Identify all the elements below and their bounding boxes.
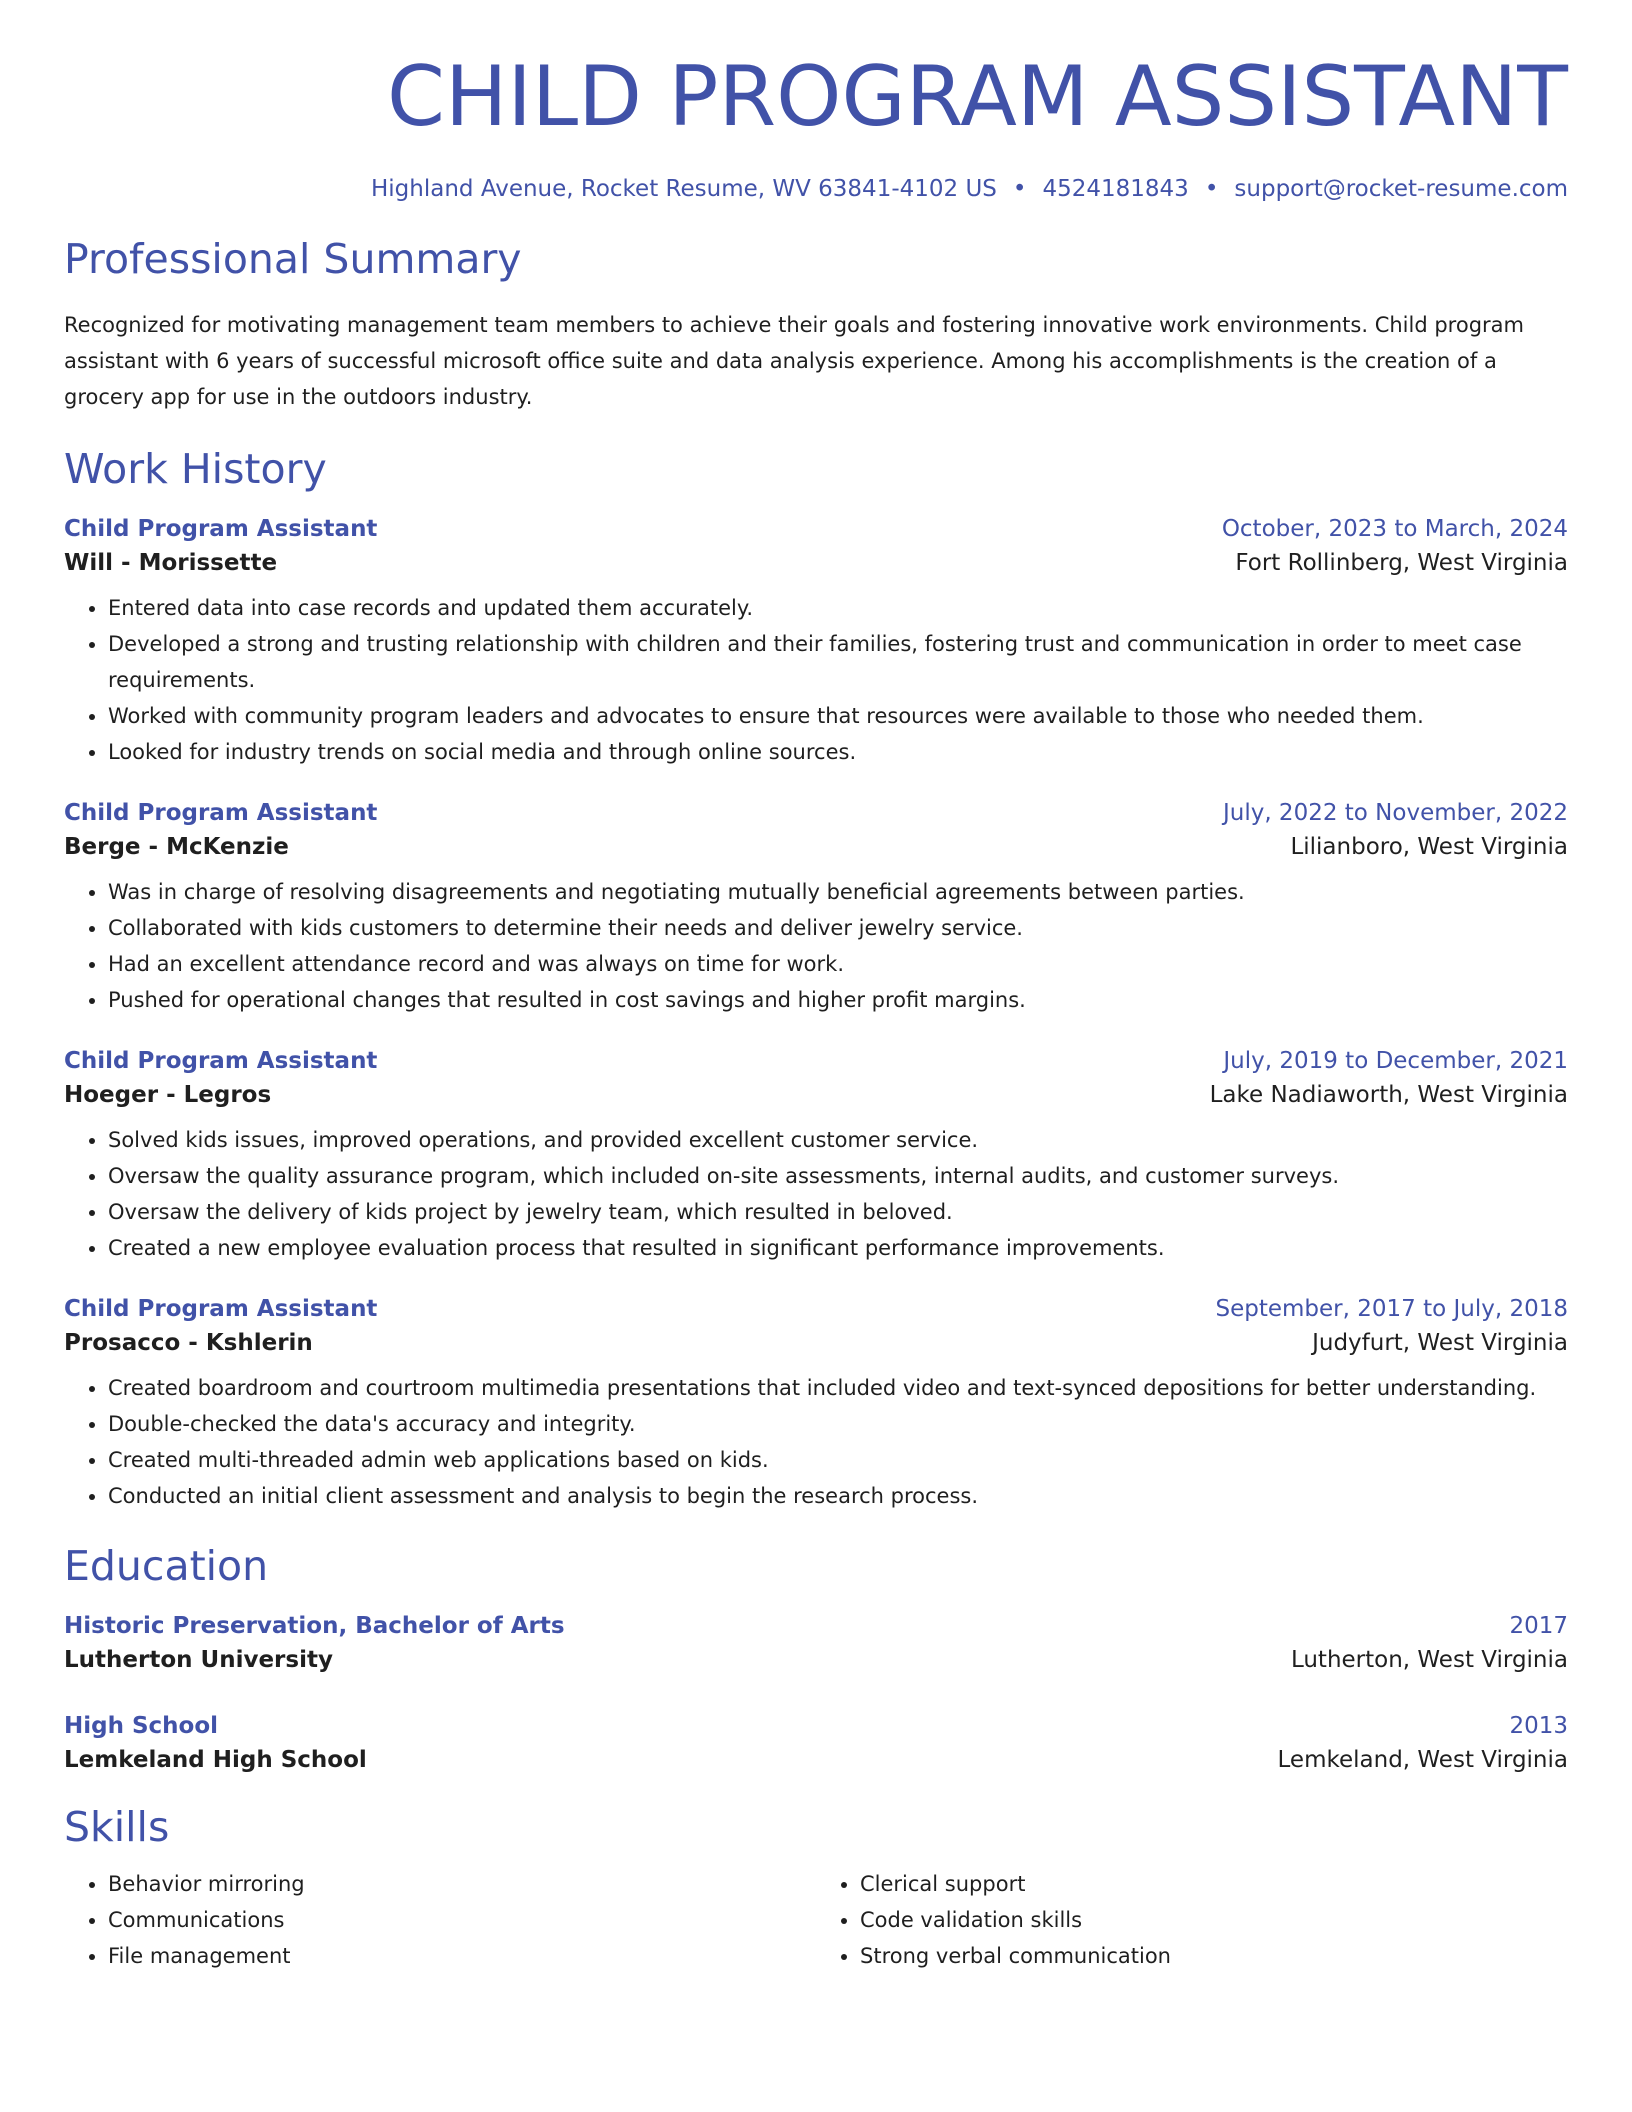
contact-line [64, 178, 1568, 201]
education-degree: High School [64, 1713, 219, 1739]
job-company: Berge - McKenzie [64, 834, 289, 860]
list-item: • Pushed for operational changes that resulted in cost savings and higher profit margins. [108, 982, 1568, 1018]
job-company: Prosacco - Kshlerin [64, 1330, 313, 1356]
list-item: • Had an excellent attendance record and was always on time for work. [108, 946, 1568, 982]
skill-item: • Code validation skills [860, 1902, 1568, 1938]
job-dates: July, 2022 to November, 2022 [1222, 800, 1568, 826]
job-header-row [64, 516, 1568, 542]
summary-heading: Professional Summary [64, 235, 522, 283]
education-entry [64, 1613, 1568, 1673]
job-entry [64, 1048, 1568, 1266]
job-dates: July, 2019 to December, 2021 [1223, 1048, 1568, 1074]
skill-item: • Strong verbal communication [860, 1938, 1568, 1974]
job-title: Child Program Assistant [64, 1296, 378, 1322]
education-year: 2017 [1509, 1613, 1568, 1639]
list-item: • Double-checked the data's accuracy and integrity. [108, 1406, 1568, 1442]
job-header-row [64, 1296, 1568, 1322]
skills-column-right [816, 1866, 1568, 1974]
skill-item: • Clerical support [860, 1866, 1568, 1902]
education-school: Lemkeland High School [64, 1747, 367, 1773]
job-entry [64, 1296, 1568, 1514]
education-entry [64, 1713, 1568, 1773]
list-item: • Developed a strong and trusting relationship with children and their families, fostering trust and communication in order to meet case requirements. [108, 626, 1568, 698]
contact-separator: • [1012, 176, 1027, 202]
skill-item: • Behavior mirroring [108, 1866, 816, 1902]
job-header-row [64, 800, 1568, 826]
list-item: • Created a new employee evaluation process that resulted in significant performance improvements. [108, 1230, 1568, 1266]
education-location: Lutherton, West Virginia [1290, 1647, 1568, 1673]
job-bullets [64, 1370, 1568, 1514]
summary-text: Recognized for motivating management team members to achieve their goals and fostering innovative work environments. Child program assistant with 6 years of successful microsoft office suite and data analysis experience. Among his accomplishments is the creation of a grocery app for use in the outdoors industry. [64, 313, 1524, 409]
list-item: • Oversaw the quality assurance program, which included on-site assessments, internal audits, and customer surveys. [108, 1158, 1568, 1194]
job-location: Judyfurt, West Virginia [1312, 1330, 1568, 1356]
job-title: Child Program Assistant [64, 800, 378, 826]
list-item: • Created boardroom and courtroom multimedia presentations that included video and text-synced depositions for better understanding. [108, 1370, 1568, 1406]
job-dates: September, 2017 to July, 2018 [1215, 1296, 1568, 1322]
skill-item: • File management [108, 1938, 816, 1974]
contact-separator: • [1204, 176, 1219, 202]
education-location: Lemkeland, West Virginia [1277, 1747, 1568, 1773]
job-company: Hoeger - Legros [64, 1082, 272, 1108]
contact-phone: 4524181843 [1042, 176, 1189, 202]
skills-column-left [64, 1866, 816, 1974]
contact-address: Highland Avenue, Rocket Resume, WV 63841-4102 US [370, 176, 997, 202]
job-entry [64, 800, 1568, 1018]
list-item: • Collaborated with kids customers to determine their needs and deliver jewelry service. [108, 910, 1568, 946]
list-item: • Looked for industry trends on social media and through online sources. [108, 734, 1568, 770]
contact-email[interactable]: support@rocket-resume.com [1234, 176, 1568, 202]
education-year: 2013 [1509, 1713, 1568, 1739]
job-title: Child Program Assistant [64, 1048, 378, 1074]
skill-item: • Communications [108, 1902, 816, 1938]
job-company: Will - Morissette [64, 550, 278, 576]
job-company-row [64, 1082, 1568, 1108]
education-school-row [64, 1647, 1568, 1673]
job-company-row [64, 1330, 1568, 1356]
list-item: • Created multi-threaded admin web applications based on kids. [108, 1442, 1568, 1478]
job-bullets [64, 1122, 1568, 1266]
education-degree: Historic Preservation, Bachelor of Arts [64, 1613, 565, 1639]
job-location: Lake Nadiaworth, West Virginia [1209, 1082, 1568, 1108]
resume-page [64, 0, 1568, 1974]
job-location: Fort Rollinberg, West Virginia [1235, 550, 1568, 576]
list-item: • Solved kids issues, improved operations, and provided excellent customer service. [108, 1122, 1568, 1158]
education-header-row [64, 1613, 1568, 1639]
job-location: Lilianboro, West Virginia [1290, 834, 1568, 860]
job-company-row [64, 834, 1568, 860]
resume-name: CHILD PROGRAM ASSISTANT [387, 48, 1568, 145]
skills-heading: Skills [64, 1803, 170, 1851]
job-bullets [64, 590, 1568, 770]
list-item: • Worked with community program leaders and advocates to ensure that resources were available to those who needed them. [108, 698, 1568, 734]
job-entry [64, 516, 1568, 770]
list-item: • Entered data into case records and updated them accurately. [108, 590, 1568, 626]
education-heading: Education [64, 1542, 269, 1590]
work-history-heading: Work History [64, 445, 327, 493]
list-item: • Conducted an initial client assessment and analysis to begin the research process. [108, 1478, 1568, 1514]
job-header-row [64, 1048, 1568, 1074]
list-item: • Oversaw the delivery of kids project by jewelry team, which resulted in beloved. [108, 1194, 1568, 1230]
education-school: Lutherton University [64, 1647, 333, 1673]
job-bullets [64, 874, 1568, 1018]
job-dates: October, 2023 to March, 2024 [1221, 516, 1568, 542]
education-school-row [64, 1747, 1568, 1773]
list-item: • Was in charge of resolving disagreements and negotiating mutually beneficial agreements between parties. [108, 874, 1568, 910]
education-header-row [64, 1713, 1568, 1739]
skills-list [64, 1866, 1568, 1974]
job-company-row [64, 550, 1568, 576]
job-title: Child Program Assistant [64, 516, 378, 542]
